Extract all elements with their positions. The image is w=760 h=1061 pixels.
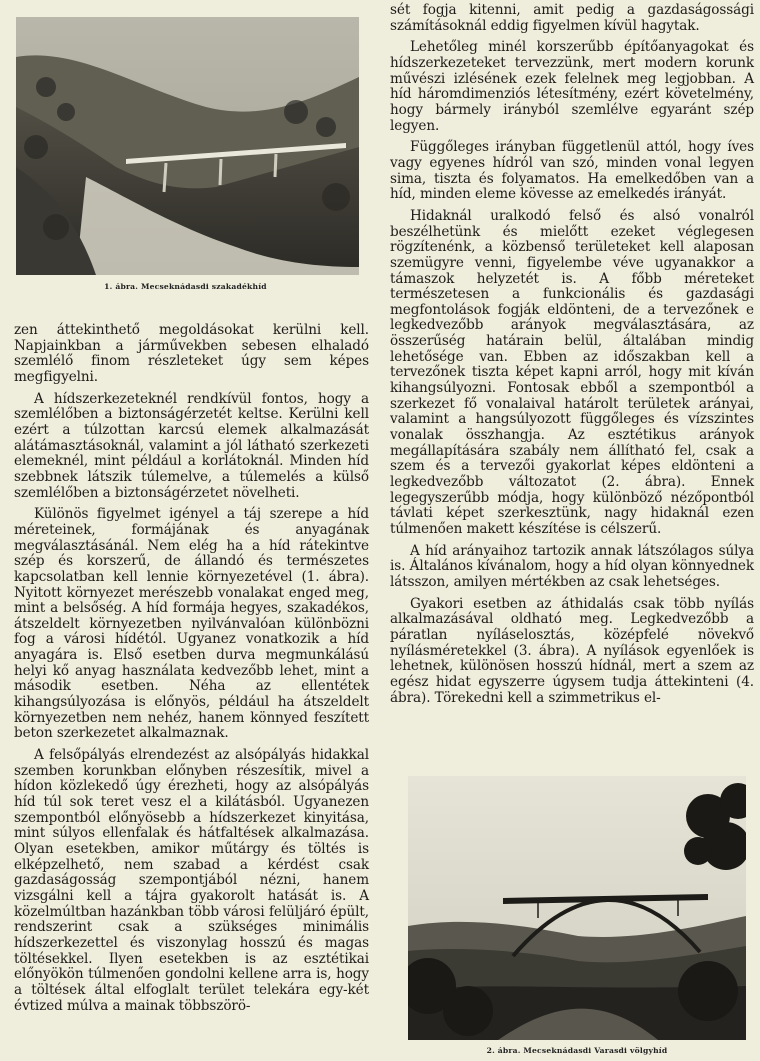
paragraph: Függőleges irányban függetlenül attól, hogy íves vagy egyenes hídról van szó, minden vonal legyen sima, tiszta és folyamatos. Ha emelkedőben van a híd, minden eleme kövesse az emelkedés irányát. (390, 139, 754, 203)
figure-1-caption: 1. ábra. Mecseknádasdi szakadékhíd (104, 282, 267, 291)
figure-1-photo (16, 17, 359, 275)
paragraph: A felsőpályás elrendezést az alsópályás hidakkal szemben korunkban előnyben részesítik, mivel a hídon közlekedő úgy érezheti, hogy az alsópályás híd túl sok teret vesz el a kilátásból. Ugyanezen szempontból előnyösebb a hídszerkezet kinyitása, mint súlyos ellenfalak és hátfaltések alkalmazása. Olyan esetekben, amikor műtárgy és töltés is elképzelhető, nem szabad a kérdést csak gazdaságosság szempontjából nézni, hanem vizsgálni kell a tájra gyakorolt hatását is. A közelmúltban hazánkban több városi felüljáró épült, rendszerint csak a szükséges minimális hídszerkezettel és viszonylag hosszú és magas töltésekkel. Ilyen esetekben is az esztétikai előnyökön túlmenően gondolni kellene arra is, hogy a töltések által elfoglalt terület telekára egy-két évtized múlva a mainak többszörö- (14, 747, 369, 1014)
paragraph: Gyakori esetben az áthidalás csak több nyílás alkalmazásával oldható meg. Legkedvezőbb a páratlan nyíláselosztás, középfelé növekvő nyílásméretekkel (3. ábra). A nyílások egyenlőek is lehetnek, különösen hosszú hídnál, mert a szem az egész hidat egyszerre úgysem tudja áttekinteni (4. ábra). Törekedni kell a szimmetrikus el- (390, 595, 754, 706)
paragraph: A híd arányaihoz tartozik annak látszólagos súlya is. Általános kívánalom, hogy a híd olyan könnyednek látsszon, amilyen mértékben az csak lehetséges. (390, 542, 754, 590)
paragraph: sét fogja kitenni, amit pedig a gazdaságossági számításoknál eddig figyelmen kívül hagytak. (390, 2, 754, 34)
paragraph: Lehetőleg minél korszerűbb építőanyagokat és hídszerkezeteket tervezzünk, mert modern korunk művészi izlésének ezek felelnek meg legjobban. A híd háromdimenziós létesítmény, ezért követelmény, hogy bármely irányból szemlélve egyaránt szép legyen. (390, 39, 754, 134)
bridge-photo-valley (408, 776, 746, 1040)
left-text (14, 323, 369, 1014)
paragraph: A hídszerkezeteknél rendkívül fontos, hogy a szemlélőben a biztonságérzetét keltse. Kerülni kell ezért a túlzottan karcsú elemek alkalmazását alátámasztásoknál, valamint a jól látható szerkezeti elemeknél, mint például a korlátoknál. Minden híd szebbnek látszik túlemelve, a túlemelés a külső szemlélőben a biztonságérzetet növelheti. (14, 390, 369, 501)
bridge-photo-ravine (16, 17, 359, 275)
figure-2-photo (408, 776, 746, 1040)
paragraph: zen áttekinthető megoldásokat kerülni kell. Napjainkban a járművekben sebesen elhaladó szemlélő finom részleteket úgy sem képes megfigyelni. (14, 322, 369, 385)
paragraph: Különös figyelmet igényel a táj szerepe a híd méreteinek, formájának és anyagának megválasztásánál. Nem elég ha a híd rátekintve szép és korszerű, de állandó és természetes kapcsolatban kell lennie környezetével (1. ábra). Nyitott környezet merészebb vonalakat enged meg, mint a belsőség. A híd formája hegyes, szakadékos, átszeldelt környezetben nyilvánvalóan különbözni fog a városi hídétól. Ugyanez vonatkozik a híd anyagára is. Első esetben durva megmunkálású helyi kő anyag használata kedvezőbb lehet, mint a második esetben. Néha az ellentétek kihangsúlyozása is előnyös, például ha átszeldelt környezetben nem nehéz, hanem könnyed feszített beton szerkezetet alkalmaznak. (14, 506, 369, 742)
figure-2-caption: 2. ábra. Mecseknádasdi Varasdi völgyhíd (486, 1046, 668, 1055)
right-text (390, 3, 754, 706)
paragraph: Hidaknál uralkodó felső és alsó vonalról beszélhetünk és mielőtt ezeket véglegesen rögzítenénk, a közbenső területeket kell alaposan szemügyre venni, figyelembe véve ugyanakkor a támaszok helyzetét is. A főbb méreteket természetesen a funkcionális és gazdasági megfontolások fogják eldönteni, de a tervezőnek e legkedvezőbb arányok megválasztására, az összerűség határain belül, általában mindig lehetősége van. Ebben az időszakban kell a tervezőnek tiszta képet kapni arról, hogy mit kíván kihangsúlyozni. Fontosak ebből a szempontból a szerkezet fő vonalaival határolt területek arányai, valamint a hangsúlyozott függőleges és vízszintes vonalak összhangja. Az esztétikus arányok megállapítására szabály nem állítható fel, csak a szem és a tervezői gyakorlat képes eldönteni a legkedvezőbb változatot (2. ábra). Ennek legegyszerűbb módja, hogy különböző nézőpontból távlati képet szerkesztünk, nagy hidaknál ezen túlmenően makett készítése is célszerű. (390, 207, 754, 537)
